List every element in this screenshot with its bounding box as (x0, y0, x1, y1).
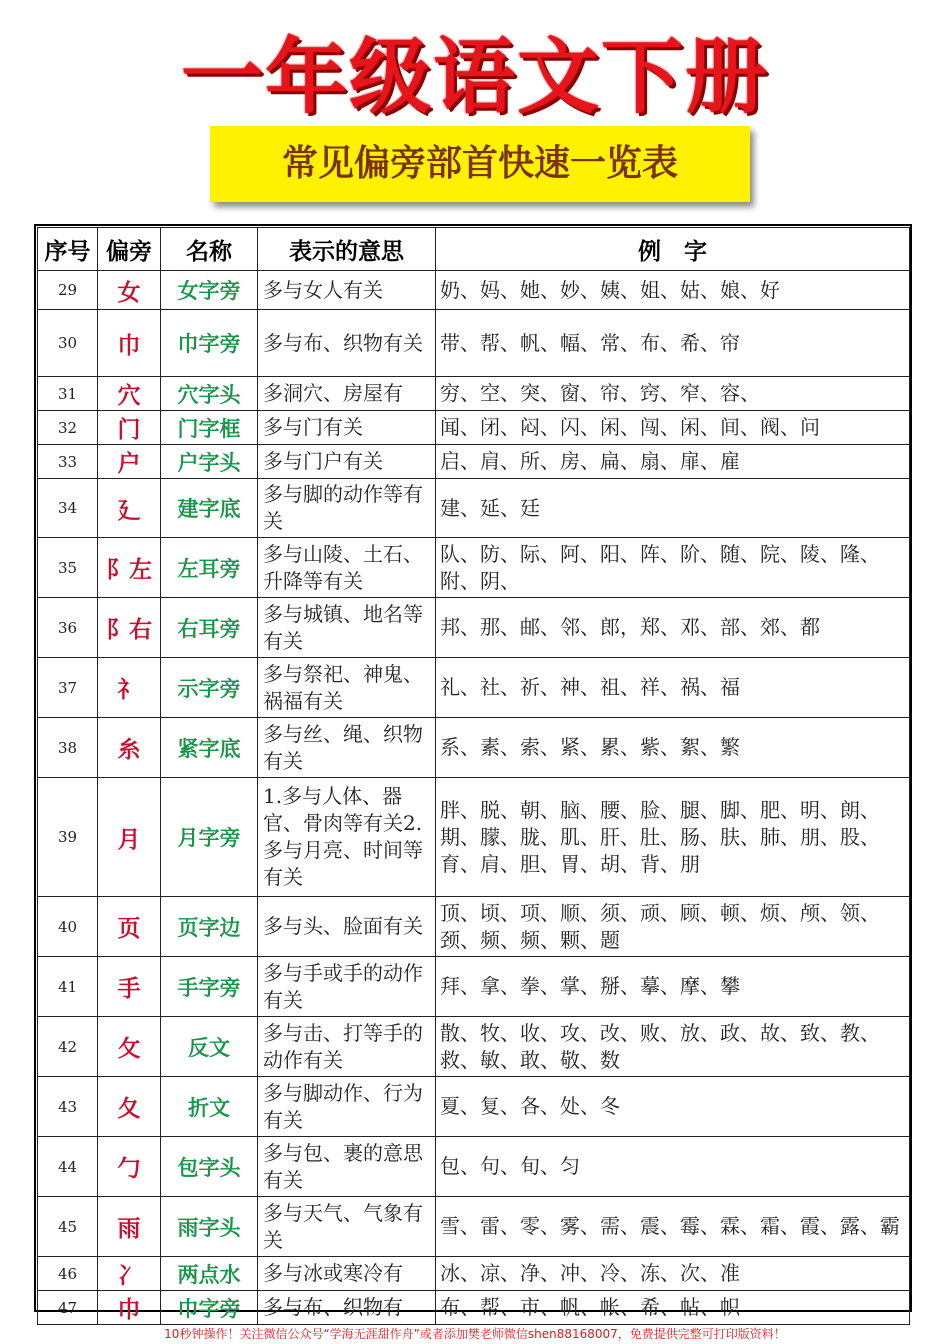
radical-table (37, 227, 910, 1325)
row-meaning: 多洞穴、房屋有 (258, 377, 436, 411)
table-row (38, 411, 910, 445)
row-examples: 拜、拿、拳、掌、掰、摹、摩、攀 (436, 957, 910, 1017)
header-radical: 偏旁 (98, 228, 161, 271)
row-examples: 穷、空、突、窗、帘、窍、窄、容、 (436, 377, 910, 411)
row-no: 38 (38, 718, 98, 778)
row-meaning: 多与祭祀、神鬼、祸福有关 (258, 658, 436, 718)
row-meaning: 多与城镇、地名等有关 (258, 598, 436, 658)
row-examples: 带、帮、帆、幅、常、布、希、帘 (436, 310, 910, 377)
row-name: 紧字底 (161, 718, 258, 778)
table-row (38, 377, 910, 411)
table-row (38, 445, 910, 479)
row-no: 33 (38, 445, 98, 479)
row-radical: 户 (98, 445, 161, 479)
row-name: 页字边 (161, 897, 258, 957)
row-radical: 页 (98, 897, 161, 957)
row-radical: 巾 (98, 310, 161, 377)
row-name: 户字头 (161, 445, 258, 479)
row-name: 雨字头 (161, 1197, 258, 1257)
table-row (38, 479, 910, 538)
row-radical: 阝右 (98, 598, 161, 658)
row-name: 反文 (161, 1017, 258, 1077)
table-row (38, 658, 910, 718)
row-no: 42 (38, 1017, 98, 1077)
subtitle-banner (210, 126, 750, 202)
table-header-row (38, 228, 910, 271)
table-row (38, 598, 910, 658)
row-radical: 糸 (98, 718, 161, 778)
table-row (38, 718, 910, 778)
row-meaning: 多与手或手的动作有关 (258, 957, 436, 1017)
row-no: 43 (38, 1077, 98, 1137)
row-no: 46 (38, 1257, 98, 1291)
row-name: 建字底 (161, 479, 258, 538)
table-row (38, 1077, 910, 1137)
row-meaning: 多与包、裹的意思有关 (258, 1137, 436, 1197)
row-meaning: 多与门有关 (258, 411, 436, 445)
row-radical: 廴 (98, 479, 161, 538)
row-examples: 建、延、廷 (436, 479, 910, 538)
row-name: 女字旁 (161, 271, 258, 310)
row-meaning: 多与女人有关 (258, 271, 436, 310)
row-name: 右耳旁 (161, 598, 258, 658)
row-radical: 手 (98, 957, 161, 1017)
table-row (38, 897, 910, 957)
header-examples: 例 字 (436, 228, 910, 271)
row-examples: 礼、社、祈、神、祖、祥、祸、福 (436, 658, 910, 718)
row-meaning: 多与山陵、土石、升降等有关 (258, 538, 436, 598)
row-no: 37 (38, 658, 98, 718)
row-radical: 月 (98, 778, 161, 897)
row-radical: 女 (98, 271, 161, 310)
row-name: 穴字头 (161, 377, 258, 411)
row-name: 左耳旁 (161, 538, 258, 598)
row-radical: 夂 (98, 1077, 161, 1137)
header-meaning: 表示的意思 (258, 228, 436, 271)
header-name: 名称 (161, 228, 258, 271)
row-meaning: 多与击、打等手的动作有关 (258, 1017, 436, 1077)
row-radical: 攵 (98, 1017, 161, 1077)
subtitle: 常见偏旁部首快速一览表 (281, 143, 678, 184)
row-examples: 胖、脱、朝、脑、腰、脸、腿、脚、肥、明、朗、期、朦、胧、肌、肝、肚、肠、肤、肺、朋、股、育、肩、胆、胃、胡、背、朋 (436, 778, 910, 897)
row-meaning: 多与布、织物有关 (258, 310, 436, 377)
row-examples: 包、句、旬、匀 (436, 1137, 910, 1197)
row-no: 47 (38, 1291, 98, 1325)
table-row (38, 1291, 910, 1325)
table-row (38, 1017, 910, 1077)
row-no: 29 (38, 271, 98, 310)
row-no: 30 (38, 310, 98, 377)
row-examples: 闻、闭、闷、闪、闲、闯、闲、间、阀、问 (436, 411, 910, 445)
table-row (38, 1257, 910, 1291)
row-no: 39 (38, 778, 98, 897)
row-meaning: 多与脚动作、行为有关 (258, 1077, 436, 1137)
row-radical: 冫 (98, 1257, 161, 1291)
row-name: 门字框 (161, 411, 258, 445)
row-name: 手字旁 (161, 957, 258, 1017)
row-no: 32 (38, 411, 98, 445)
row-examples: 顶、顷、项、顺、须、顽、顾、顿、烦、颅、领、颈、频、频、颗、题 (436, 897, 910, 957)
row-radical: 门 (98, 411, 161, 445)
row-meaning: 多与布、织物有 (258, 1291, 436, 1325)
table-row (38, 310, 910, 377)
header-no: 序号 (38, 228, 98, 271)
row-radical: 礻 (98, 658, 161, 718)
row-name: 包字头 (161, 1137, 258, 1197)
table-row (38, 1197, 910, 1257)
row-examples: 布、帮、市、帆、帐、希、帖、帜 (436, 1291, 910, 1325)
row-meaning: 多与丝、绳、织物有关 (258, 718, 436, 778)
row-radical: 穴 (98, 377, 161, 411)
row-no: 31 (38, 377, 98, 411)
row-examples: 冰、凉、净、冲、冷、冻、次、准 (436, 1257, 910, 1291)
row-no: 45 (38, 1197, 98, 1257)
row-radical: 雨 (98, 1197, 161, 1257)
footer-note: 10秒钟操作！关注微信公众号“学海无涯甜作舟”或者添加樊老师微信shen88168007，免费提供完整可打印版资料！ (164, 1327, 786, 1341)
row-no: 35 (38, 538, 98, 598)
table-row (38, 957, 910, 1017)
row-name: 巾字旁 (161, 1291, 258, 1325)
row-name: 两点水 (161, 1257, 258, 1291)
row-examples: 奶、妈、她、妙、姨、姐、姑、娘、好 (436, 271, 910, 310)
row-no: 44 (38, 1137, 98, 1197)
row-examples: 系、素、索、紧、累、紫、絮、繁 (436, 718, 910, 778)
row-name: 月字旁 (161, 778, 258, 897)
table-row (38, 778, 910, 897)
row-no: 40 (38, 897, 98, 957)
row-meaning: 多与天气、气象有关 (258, 1197, 436, 1257)
row-examples: 邦、那、邮、邻、郎，郑、邓、部、郊、都 (436, 598, 910, 658)
row-radical: 阝左 (98, 538, 161, 598)
row-radical: 巾 (98, 1291, 161, 1325)
row-name: 示字旁 (161, 658, 258, 718)
row-examples: 启、肩、所、房、扁、扇、扉、雇 (436, 445, 910, 479)
row-name: 巾字旁 (161, 310, 258, 377)
row-meaning: 1.多与人体、器官、骨肉等有关2.多与月亮、时间等有关 (258, 778, 436, 897)
row-no: 36 (38, 598, 98, 658)
row-name: 折文 (161, 1077, 258, 1137)
row-meaning: 多与头、脸面有关 (258, 897, 436, 957)
row-examples: 夏、复、各、处、冬 (436, 1077, 910, 1137)
row-meaning: 多与脚的动作等有关 (258, 479, 436, 538)
table-row (38, 271, 910, 310)
row-no: 41 (38, 957, 98, 1017)
row-radical: 勹 (98, 1137, 161, 1197)
row-no: 34 (38, 479, 98, 538)
table-row (38, 538, 910, 598)
row-examples: 散、牧、收、攻、改、败、放、政、故、致、教、救、敏、敢、敬、数 (436, 1017, 910, 1077)
row-meaning: 多与冰或寒冷有 (258, 1257, 436, 1291)
page-title: 一年级语文下册 (180, 30, 769, 125)
row-examples: 队、防、际、阿、阳、阵、阶、随、院、陵、隆、附、阴、 (436, 538, 910, 598)
row-examples: 雪、雷、零、雾、需、震、霉、霖、霜、霞、露、霸 (436, 1197, 910, 1257)
row-meaning: 多与门户有关 (258, 445, 436, 479)
table-row (38, 1137, 910, 1197)
